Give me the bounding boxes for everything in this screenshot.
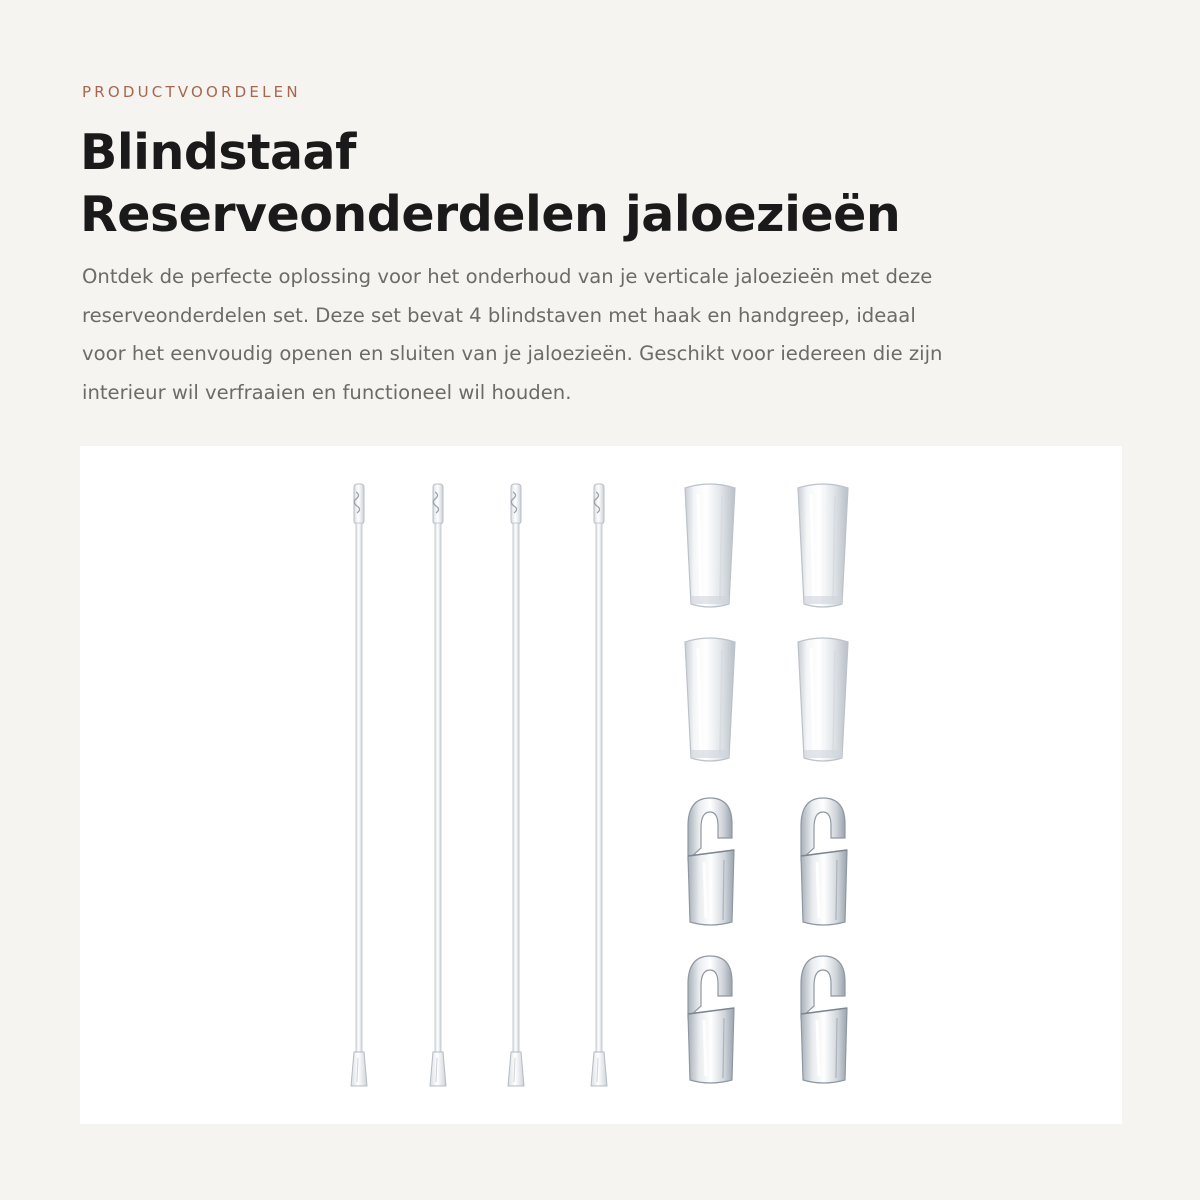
handle-cap — [798, 638, 848, 761]
product-illustration — [80, 446, 1122, 1124]
handles-group — [685, 484, 848, 761]
hook-clip — [801, 798, 847, 925]
page-title — [80, 122, 900, 246]
blind-rod — [430, 484, 446, 1086]
description-line-1: Ontdek de perfecte oplossing voor het onderhoud van je verticale jaloezieën met deze — [82, 265, 933, 288]
eyebrow-label: PRODUCTVOORDELEN — [82, 83, 301, 101]
blind-rod — [591, 484, 607, 1086]
handle-cap — [685, 638, 735, 761]
hook-clip — [688, 798, 734, 925]
hook-clip — [801, 956, 847, 1083]
blind-rod — [351, 484, 367, 1086]
description-line-3: voor het eenvoudig openen en sluiten van je jaloezieën. Geschikt voor iedereen die zijn — [82, 342, 943, 365]
hook-clip — [688, 956, 734, 1083]
description-line-4: interieur wil verfraaien en functioneel wil houden. — [82, 380, 572, 404]
hooks-group — [688, 798, 847, 1083]
product-description — [82, 258, 1132, 412]
description-line-2: reserveonderdelen set. Deze set bevat 4 blindstaven met haak en handgreep, ideaal — [82, 303, 916, 327]
handle-cap — [798, 484, 848, 607]
product-image — [80, 446, 1122, 1124]
title-line-2: Reserveonderdelen jaloezieën — [80, 186, 901, 243]
title-line-1: Blindstaaf — [80, 124, 356, 181]
rods-group — [351, 484, 607, 1086]
handle-cap — [685, 484, 735, 607]
blind-rod — [508, 484, 524, 1086]
